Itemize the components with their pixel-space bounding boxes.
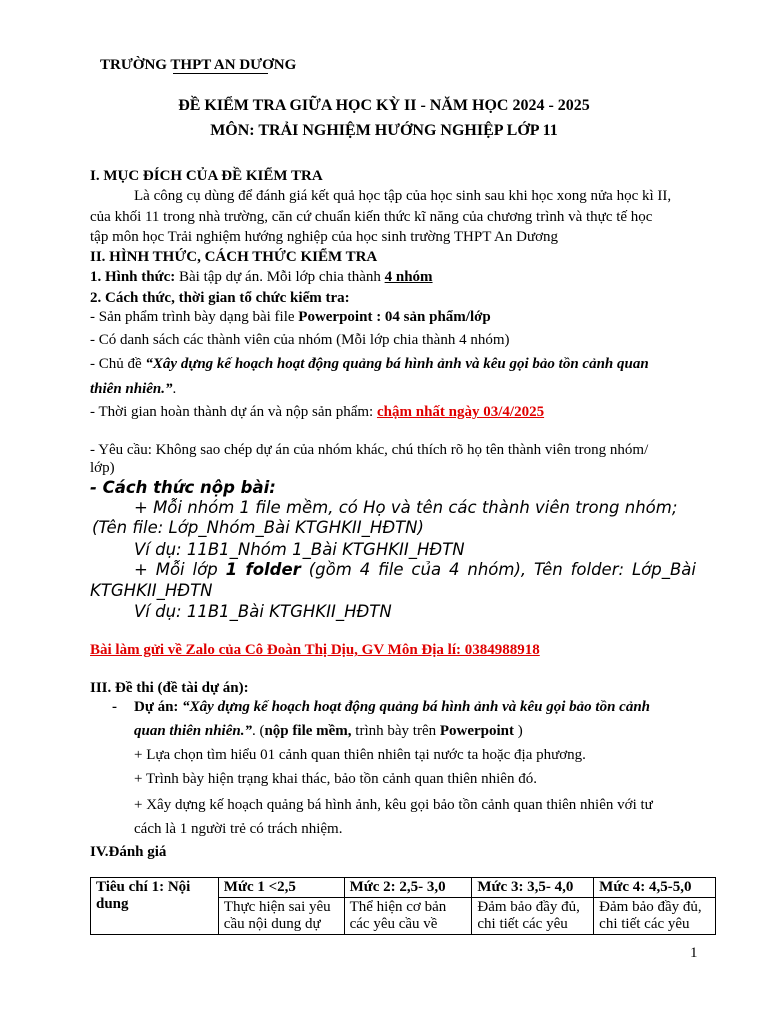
purpose-line-3: tập môn học Trải nghiệm hướng nghiệp của học sinh trường THPT An Dương <box>90 229 559 245</box>
project-line-2 <box>134 722 523 740</box>
school-underline <box>173 73 268 74</box>
section1-heading: I. MỤC ĐÍCH CỦA ĐỀ KIỂM TRA <box>90 168 323 184</box>
project-item-3: + Xây dựng kế hoạch quảng bá hình ảnh, kêu gọi bảo tồn cảnh quan thiên nhiên với tư <box>134 797 653 813</box>
form-label: 1. Hình thức: <box>90 269 176 285</box>
level-1-desc: Thực hiện sai yêu cầu nội dung dự <box>218 898 344 935</box>
product-prefix: - Sản phẩm trình bày dạng bài file <box>90 309 299 325</box>
submit-line-4-b: (gồm 4 file của 4 nhóm), Tên folder: Lớp_Bài <box>300 560 696 579</box>
submit-line-1: + Mỗi nhóm 1 file mềm, có Họ và tên các thành viên trong nhóm; <box>134 498 678 517</box>
project-note-bold2: Powerpoint <box>439 723 515 739</box>
project-label: Dự án: <box>134 699 183 715</box>
deadline-prefix: - Thời gian hoàn thành dự án và nộp sản phẩm: <box>90 404 377 420</box>
level-4-desc: Đảm bảo đầy đủ, chi tiết các yêu <box>594 898 716 935</box>
require-line-2: lớp) <box>90 460 115 476</box>
table-row <box>91 878 716 898</box>
topic-text-2: thiên nhiên.” <box>90 381 173 397</box>
require-line-1: - Yêu cầu: Không sao chép dự án của nhóm khác, chú thích rõ họ tên thành viên trong nhóm/ <box>90 442 649 458</box>
submit-line-4-bold: 1 folder <box>225 560 301 579</box>
purpose-line-1: Là công cụ dùng để đánh giá kết quả học tập của học sinh sau khi học xong nửa học kì II, <box>134 188 672 204</box>
school-name: TRƯỜNG THPT AN DƯƠNG <box>100 57 297 73</box>
exam-title: ĐỀ KIỂM TRA GIỮA HỌC KỲ II - NĂM HỌC 2024 - 2025 <box>178 97 590 114</box>
product-bold: Powerpoint : 04 sản phẩm/lớp <box>298 309 491 325</box>
product-line <box>90 308 491 326</box>
form-text: Bài tập dự án. Mỗi lớp chia thành <box>175 269 385 285</box>
project-item-3-cont: cách là 1 người trẻ có trách nhiệm. <box>134 821 343 837</box>
level-2-desc: Thể hiện cơ bản các yêu cầu về <box>344 898 472 935</box>
level-2-header: Mức 2: 2,5- 3,0 <box>344 878 472 898</box>
evaluation-table <box>90 877 716 935</box>
criterion-cell: Tiêu chí 1: Nội dung <box>91 878 219 935</box>
form-line <box>90 268 433 286</box>
level-3-desc: Đảm bảo đầy đủ, chi tiết các yêu <box>472 898 594 935</box>
project-bullet: - <box>112 699 117 715</box>
page-number: 1 <box>690 945 698 961</box>
deadline-line <box>90 403 544 421</box>
members-line: - Có danh sách các thành viên của nhóm (Mỗi lớp chia thành 4 nhóm) <box>90 332 510 348</box>
submit-line-4 <box>134 561 696 579</box>
project-note-b: trình bày trên <box>351 723 440 739</box>
submit-line-5: KTGHKII_HĐTN <box>90 581 213 600</box>
submit-line-4-a: + Mỗi lớp <box>134 560 226 579</box>
topic-line-1 <box>90 355 649 373</box>
project-item-2: + Trình bày hiện trạng khai thác, bảo tồn cảnh quan thiên nhiên đó. <box>134 771 537 787</box>
subject-title: MÔN: TRẢI NGHIỆM HƯỚNG NGHIỆP LỚP 11 <box>210 122 558 139</box>
project-note-a: . ( <box>251 723 265 739</box>
submit-line-3: Ví dụ: 11B1_Nhóm 1_Bài KTGHKII_HĐTN <box>134 540 465 559</box>
topic-line-2 <box>90 380 176 398</box>
project-text-1: “Xây dựng kế hoạch hoạt động quảng bá hình ảnh và kêu gọi bảo tồn cảnh <box>182 699 651 715</box>
section3-heading: III. Đề thi (đề tài dự án): <box>90 680 249 696</box>
topic-prefix: - Chủ đề <box>90 356 146 372</box>
level-4-header: Mức 4: 4,5-5,0 <box>594 878 716 898</box>
project-note-c: ) <box>514 723 523 739</box>
submit-line-2: (Tên file: Lớp_Nhóm_Bài KTGHKII_HĐTN) <box>92 518 424 537</box>
project-note-bold1: nộp file mềm, <box>264 723 352 739</box>
deadline-value: chậm nhất ngày 03/4/2025 <box>376 404 545 420</box>
section4-heading: IV.Đánh giá <box>90 844 167 860</box>
form-groups: 4 nhóm <box>384 269 433 285</box>
project-line-1 <box>134 698 650 716</box>
section2-heading: II. HÌNH THỨC, CÁCH THỨC KIỂM TRA <box>90 249 378 265</box>
method-heading: 2. Cách thức, thời gian tổ chức kiểm tra: <box>90 290 350 306</box>
project-text-2: quan thiên nhiên.” <box>134 723 252 739</box>
submit-heading: - Cách thức nộp bài: <box>90 478 276 497</box>
project-item-1: + Lựa chọn tìm hiểu 01 cảnh quan thiên nhiên tại nước ta hoặc địa phương. <box>134 747 586 763</box>
topic-text-1: “Xây dựng kế hoạch hoạt động quảng bá hình ảnh và kêu gọi bảo tồn cảnh quan <box>145 356 649 372</box>
level-1-header: Mức 1 <2,5 <box>218 878 344 898</box>
submit-line-6: Ví dụ: 11B1_Bài KTGHKII_HĐTN <box>134 602 392 621</box>
topic-end: . <box>172 381 177 397</box>
zalo-line: Bài làm gửi về Zalo của Cô Đoàn Thị Dịu, GV Môn Địa lí: 0384988918 <box>90 642 540 658</box>
purpose-line-2: của khối 11 trong nhà trường, căn cứ chuẩn kiến thức kĩ năng của chương trình và thực tế học <box>90 209 653 225</box>
level-3-header: Mức 3: 3,5- 4,0 <box>472 878 594 898</box>
